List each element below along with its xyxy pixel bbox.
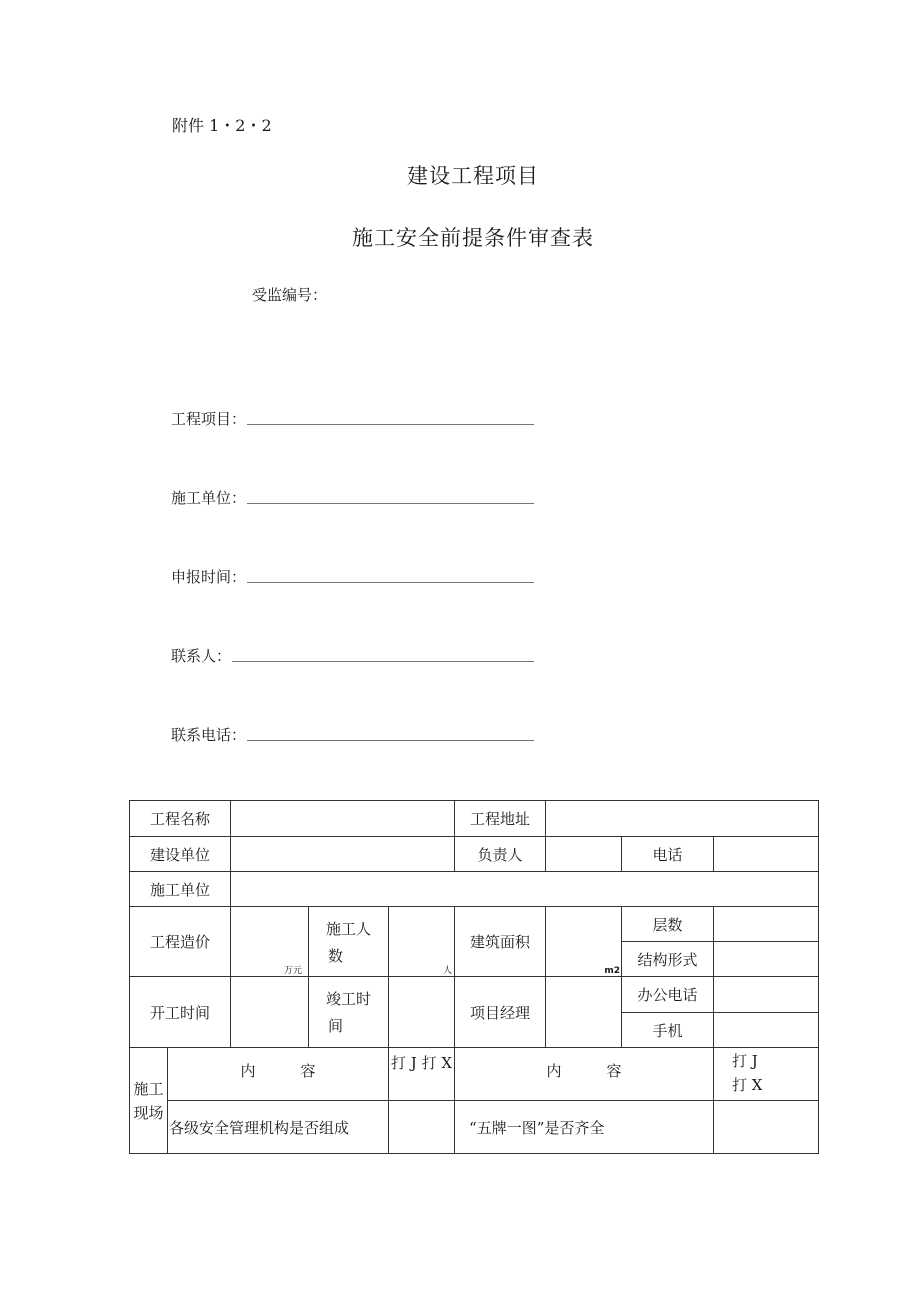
cost-value[interactable] (231, 907, 309, 977)
manager-value[interactable] (546, 977, 622, 1048)
project-input-line[interactable] (247, 424, 534, 425)
item-five-boards: “五牌一图”是否齐全 (455, 1101, 714, 1154)
supervision-number-label: 受监编号： (252, 286, 328, 304)
check-header-right (714, 1048, 819, 1101)
workers-unit: 人 (443, 966, 453, 976)
office-phone-value[interactable] (714, 977, 819, 1013)
contact-phone-input-line[interactable] (247, 740, 534, 741)
floors-value[interactable] (714, 907, 819, 942)
workers-label-line-2: 数 (328, 946, 344, 965)
area-label: 建筑面积 (455, 907, 546, 977)
contact-phone-label: 联系电话： (171, 726, 247, 744)
finish-time-value[interactable] (389, 977, 455, 1048)
area-unit: m2 (604, 966, 621, 976)
mobile-label: 手机 (622, 1013, 714, 1048)
start-time-value[interactable] (231, 977, 309, 1048)
cost-label: 工程造价 (130, 907, 231, 977)
finish-label-line-2: 间 (328, 1017, 344, 1035)
contact-input-line[interactable] (232, 661, 534, 662)
report-time-input-line[interactable] (247, 582, 534, 583)
contractor-table-value[interactable] (231, 872, 819, 907)
contractor-table-label: 施工单位 (130, 872, 231, 907)
phone-value[interactable] (714, 837, 819, 872)
responsible-label: 负责人 (455, 837, 546, 872)
item-five-boards-check[interactable] (714, 1101, 819, 1154)
project-name-value[interactable] (231, 801, 455, 837)
check-header-left: 打 J 打 X (389, 1048, 455, 1101)
site-label-line-2: 现场 (133, 1103, 164, 1122)
project-label: 工程项目： (171, 410, 247, 428)
builder-value[interactable] (231, 837, 455, 872)
check-header-right-line-1: 打 J (732, 1052, 758, 1070)
contractor-label: 施工单位： (171, 489, 247, 507)
workers-label (309, 907, 389, 977)
area-value[interactable] (546, 907, 622, 977)
manager-label: 项目经理 (455, 977, 546, 1048)
project-name-label: 工程名称 (130, 801, 231, 837)
office-phone-label: 办公电话 (622, 977, 714, 1013)
review-table (129, 800, 819, 1154)
builder-label: 建设单位 (130, 837, 231, 872)
structure-value[interactable] (714, 942, 819, 977)
content-header-right: 内 容 (455, 1048, 714, 1101)
contact-label: 联系人： (171, 647, 232, 665)
cost-unit: 万元 (284, 966, 303, 976)
attachment-number: 附件 1・2・2 (172, 116, 272, 135)
structure-label: 结构形式 (622, 942, 714, 977)
finish-time-label (309, 977, 389, 1048)
phone-label: 电话 (622, 837, 714, 872)
title-line-2: 施工安全前提条件审查表 (352, 226, 594, 250)
item-safety-org: 各级安全管理机构是否组成 (168, 1101, 389, 1154)
contractor-input-line[interactable] (247, 503, 534, 504)
report-time-label: 申报时间： (171, 568, 247, 586)
project-address-value[interactable] (546, 801, 819, 837)
mobile-value[interactable] (714, 1013, 819, 1048)
start-time-label: 开工时间 (130, 977, 231, 1048)
item-safety-org-check[interactable] (389, 1101, 455, 1154)
site-label-line-1: 施工 (133, 1079, 164, 1098)
workers-label-line-1: 施工人 (326, 919, 372, 938)
title-line-1: 建设工程项目 (407, 164, 539, 188)
content-header-left: 内 容 (168, 1048, 389, 1101)
check-header-right-line-2: 打 X (732, 1076, 763, 1094)
project-address-label: 工程地址 (455, 801, 546, 837)
floors-label: 层数 (622, 907, 714, 942)
finish-label-line-1: 竣工时 (326, 990, 372, 1008)
responsible-value[interactable] (546, 837, 622, 872)
workers-value[interactable] (389, 907, 455, 977)
site-label (130, 1048, 168, 1154)
